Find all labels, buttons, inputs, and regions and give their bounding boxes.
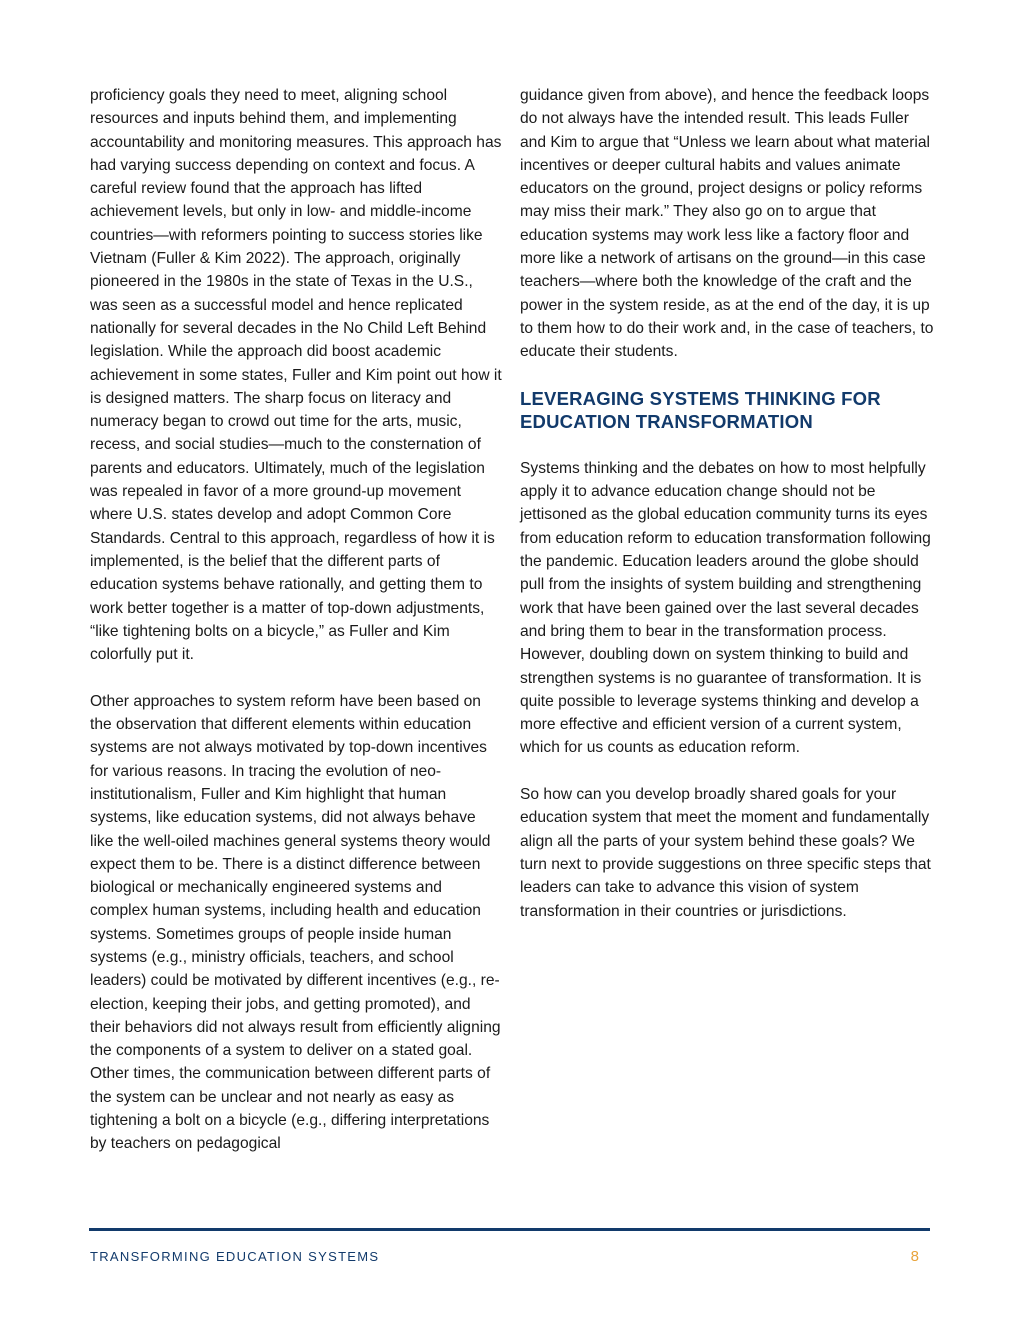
right-column (520, 84, 934, 946)
body-paragraph: Systems thinking and the debates on how to most helpfully apply it to advance education change should not be jettisoned as the global education community turns its eyes from education reform to education transformation following the pandemic. Education leaders around the globe should pull from the insights of system building and strengthening work that have been gained over the last several decades and bring them to bear in the transformation process. However, doubling down on system thinking to build and strengthen systems is no guarantee of transformation. It is quite possible to leverage systems thinking and develop a more effective and efficient version of a current system, which for us counts as education reform. (520, 459, 931, 757)
body-paragraph: proficiency goals they need to meet, aligning school resources and inputs behind them, and implementing accountability and monitoring measures. This approach has had varying success depending on context and focus. A careful review found that the approach has lifted achievement levels, but only in low- and middle-income countries—with reformers pointing to success stories like Vietnam (Fuller & Kim 2022). The approach, originally pioneered in the 1980s in the state of Texas in the U.S., was seen as a successful model and hence replicated nationally for several decades in the No Child Left Behind legislation. While the approach did boost academic achievement in some states, Fuller and Kim point out how it is designed matters. The sharp focus on literacy and numeracy began to crowd out time for the arts, music, recess, and social studies—much to the consternation of parents and educators. Ultimately, much of the legislation was repealed in favor of a more ground-up movement where U.S. states develop and adopt Common Core Standards. Central to this approach, regardless of how it is implemented, is the belief that the different parts of education systems behave rationally, and getting them to work better together is a matter of top-down adjustments, “like tightening bolts on a bicycle,” as Fuller and Kim colorfully put it. (90, 87, 502, 664)
left-column (90, 84, 502, 1179)
footer-divider (89, 1228, 930, 1231)
body-paragraph: Other approaches to system reform have been based on the observation that different elements within education systems are not always motivated by top-down incentives for various reasons. In tracing the evolution of neo-institutionalism, Fuller and Kim highlight that human systems, like education systems, did not always behave like the well-oiled machines general systems theory would expect them to be. There is a distinct difference between biological or mechanically engineered systems and complex human systems, including health and education systems. Sometimes groups of people inside human systems (e.g., ministry officials, teachers, and school leaders) could be motivated by different incentives (e.g., re-election, keeping their jobs, and getting promoted), and their behaviors did not always result from efficiently aligning the components of a system to deliver on a stated goal. Other times, the communication between different parts of the system can be unclear and not nearly as easy as tightening a bolt on a bicycle (e.g., differing interpretations by teachers on pedagogical (90, 692, 501, 1153)
body-paragraph-continued: guidance given from above), and hence the feedback loops do not always have the intended result. This leads Fuller and Kim to argue that “Unless we learn about what material incentives or deeper cultural habits and values animate educators on the ground, project designs or policy reforms may miss their mark.” They also go on to argue that education systems may work less like a factory floor and more like a network of artisans on the ground—in this case teachers—where both the knowledge of the craft and the power in the system reside, as at the end of the day, it is up to them how to do their work and, in the case of teachers, to educate their students. (520, 87, 934, 361)
footer-document-title: TRANSFORMING EDUCATION SYSTEMS (90, 1249, 380, 1264)
section-heading: LEVERAGING SYSTEMS THINKING FOR EDUCATION TRANSFORMATION (520, 387, 881, 433)
body-paragraph: So how can you develop broadly shared goals for your education system that meet the moment and fundamentally align all the parts of your system behind these goals? We turn next to provide suggestions on three specific steps that leaders can take to advance this vision of system transformation in their countries or jurisdictions. (520, 786, 931, 920)
page-number: 8 (910, 1248, 919, 1265)
